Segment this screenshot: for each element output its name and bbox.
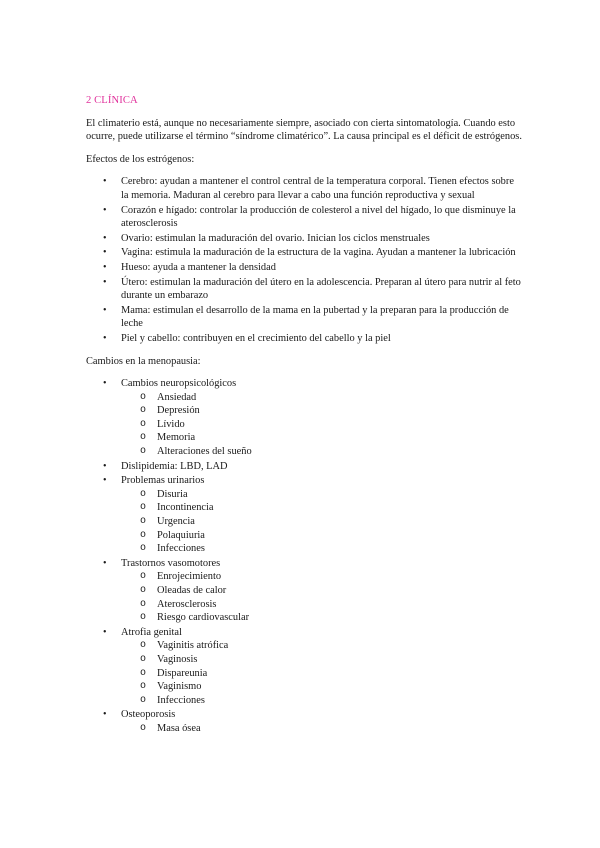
circle-bullet-icon: o (140, 585, 147, 596)
circle-bullet-icon: o (140, 694, 147, 706)
effects-list-item: • Corazón e hígado: controlar la producción de colesterol a nivel del hígado, lo que disminuye la aterosclerosis (86, 204, 522, 231)
changes-list-item (86, 377, 522, 459)
changes-subitem-label: Alteraciones del sueño (157, 446, 252, 458)
changes-subitem (121, 529, 522, 543)
circle-bullet-icon: o (140, 391, 147, 403)
changes-sublist (121, 488, 522, 556)
effects-list-item: • Hueso: ayuda a mantener la densidad (86, 261, 522, 275)
changes-subitem-label: Incontinencia (157, 502, 214, 514)
changes-subitem-label: Dispareunia (157, 667, 208, 679)
changes-list-item (86, 474, 522, 556)
circle-bullet-icon: o (140, 681, 147, 693)
changes-subitem (121, 445, 522, 459)
circle-bullet-icon: o (140, 653, 147, 665)
changes-item-label: Trastornos vasomotores (121, 557, 221, 569)
circle-bullet-icon: o (140, 598, 147, 610)
effects-list-item: • Mama: estimulan el desarrollo de la mama en la pubertad y la preparan para la producción de leche (86, 304, 522, 331)
circle-bullet-icon: o (140, 488, 147, 500)
circle-bullet-icon: o (140, 502, 147, 514)
changes-item-label: Cambios neuropsicológicos (121, 378, 237, 390)
changes-subitem (121, 680, 522, 694)
effects-list-item: • Ovario: estimulan la maduración del ovario. Inician los ciclos menstruales (86, 232, 522, 246)
effects-list (86, 175, 522, 345)
changes-subitem-label: Masa ósea (157, 722, 201, 734)
changes-list-item (86, 708, 522, 735)
changes-subitem (121, 570, 522, 584)
changes-subitem-label: Urgencia (157, 516, 195, 528)
changes-item-label: Problemas urinarios (121, 475, 205, 487)
circle-bullet-icon: o (140, 543, 147, 555)
changes-subitem-label: Ansiedad (157, 391, 197, 403)
changes-subitem (121, 598, 522, 612)
changes-title: Cambios en la menopausia: (86, 355, 201, 367)
changes-sublist (121, 639, 522, 707)
changes-sublist (121, 722, 522, 736)
effects-list-item: • Vagina: estimula la maduración de la estructura de la vagina. Ayudan a mantener la lubricación (86, 246, 522, 260)
intro-paragraph: El climaterio está, aunque no necesariamente siempre, asociado con cierta sintomatología. Cuando esto ocurre, puede utilizarse el término “síndrome climatérico”. La causa principal es el déficit de estrógenos. (86, 117, 522, 143)
changes-subitem-label: Enrojecimiento (157, 571, 222, 583)
changes-subitem-label: Vaginosis (157, 653, 198, 665)
changes-subitem-label: Polaquiuria (157, 529, 205, 541)
circle-bullet-icon: o (140, 612, 147, 624)
changes-list-item (86, 626, 522, 708)
changes-subitem (121, 431, 522, 445)
changes-subitem-label: Oleadas de calor (157, 585, 227, 596)
effects-title: Efectos de los estrógenos: (86, 153, 195, 165)
section-heading: 2 CLÍNICA (86, 95, 138, 106)
changes-subitem (121, 694, 522, 708)
changes-subitem (121, 653, 522, 667)
changes-sublist (121, 391, 522, 459)
circle-bullet-icon: o (140, 418, 147, 430)
changes-item-label: Dislipidemia: LBD, LAD (121, 460, 228, 472)
changes-subitem (121, 515, 522, 529)
changes-item-label: Atrofia genital (121, 626, 182, 638)
changes-sublist (121, 570, 522, 624)
changes-subitem-label: Riesgo cardiovascular (157, 612, 250, 624)
changes-subitem-label: Infecciones (157, 694, 205, 706)
changes-list-item (86, 557, 522, 625)
changes-subitem-label: Disuria (157, 488, 188, 500)
circle-bullet-icon: o (140, 446, 147, 458)
effects-list-item: • Piel y cabello: contribuyen en el crecimiento del cabello y la piel (86, 332, 522, 346)
changes-subitem (121, 667, 522, 681)
changes-subitem (121, 584, 522, 598)
circle-bullet-icon: o (140, 405, 147, 417)
changes-subitem (121, 418, 522, 432)
document-page (86, 94, 522, 745)
circle-bullet-icon: o (140, 640, 147, 652)
circle-bullet-icon: o (140, 667, 147, 679)
changes-subitem (121, 488, 522, 502)
changes-subitem (121, 611, 522, 625)
changes-subitem (121, 501, 522, 515)
changes-subitem-label: Memoria (157, 432, 196, 444)
changes-subitem (121, 639, 522, 653)
circle-bullet-icon: o (140, 722, 147, 734)
changes-subitem-label: Infecciones (157, 543, 205, 555)
changes-subitem-label: Lívido (157, 418, 185, 430)
changes-subitem (121, 722, 522, 736)
changes-subitem (121, 542, 522, 556)
circle-bullet-icon: o (140, 432, 147, 444)
changes-item-label: Osteoporosis (121, 709, 176, 721)
circle-bullet-icon: o (140, 529, 147, 541)
circle-bullet-icon: o (140, 516, 147, 528)
changes-subitem (121, 404, 522, 418)
changes-subitem-label: Aterosclerosis (157, 598, 217, 610)
changes-subitem-label: Vaginitis atrófica (157, 640, 229, 652)
changes-list-item (86, 460, 522, 474)
changes-subitem-label: Vaginismo (157, 681, 202, 693)
effects-list-item: • Útero: estimulan la maduración del útero en la adolescencia. Preparan al útero para nutrir al feto durante un embarazo (86, 276, 522, 303)
changes-list (86, 377, 522, 735)
changes-subitem (121, 391, 522, 405)
effects-list-item: • Cerebro: ayudan a mantener el control central de la temperatura corporal. Tienen efectos sobre la memoria. Maduran al cerebro para llevar a cabo una función reproductiva y sexual (86, 175, 522, 202)
changes-subitem-label: Depresión (157, 405, 200, 417)
circle-bullet-icon: o (140, 571, 147, 583)
